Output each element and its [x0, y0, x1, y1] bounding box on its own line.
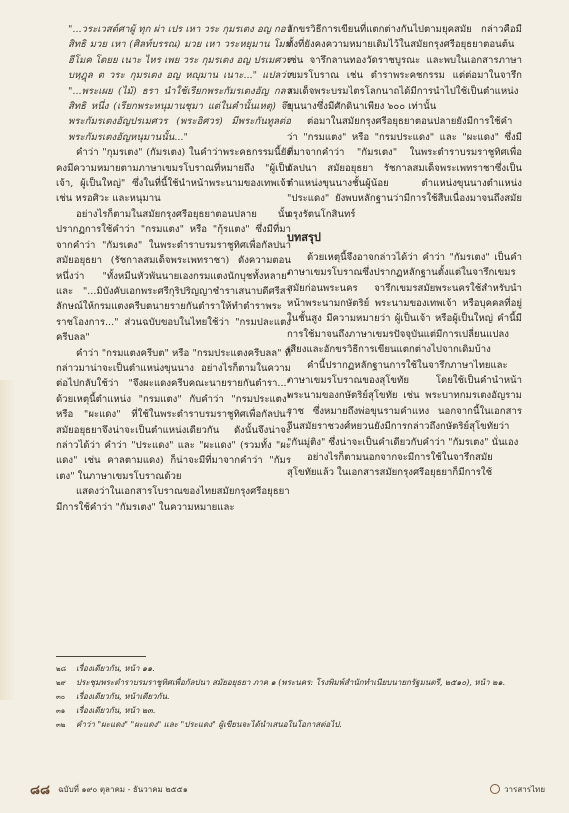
left-column — [56, 22, 291, 637]
section-heading: บทสรุป — [287, 231, 321, 245]
publisher-logo-icon — [490, 784, 500, 794]
footnote — [56, 676, 516, 690]
footnote — [56, 704, 516, 718]
page-footer — [30, 780, 545, 798]
body-paragraph: ต่อมาในสมัยกรุงศรีอยุธยาตอนปลายยังมีการใช้คำว่า "กรมแตง" หรือ "กรมประแดง" และ "ผะแดง" ซึ่งมีที่มาจากคำว่า "กัมรเตง" ในพระตำราบรมราชูทิศเพื่อกัลปนา สมัยอยุธยา รัชกาลสมเด็จพระเพทราชาซึ่งเป็นตำแหน่งขุนนางชั้นผู้น้อย ตำแหน่งขุนนางตำแหน่ง "ประแดง" ยังพบหลักฐานว่ามีการใช้สืบเนื่องมาจนถึงสมัยกรุงรัตนโกสินทร์ — [287, 116, 522, 220]
footnote — [56, 662, 516, 676]
footnote-text: คำว่า "ผะแดง" "ผะแดง" และ "ประแดง" ผู้เขียนจะได้นำเสนอในโอกาสต่อไป. — [76, 720, 342, 729]
body-paragraph: คำนี้ปรากฏหลักฐานการใช้ในจารึกภาษาไทยและภาษาเขมรโบราณของสุโขทัย โดยใช้เป็นคำนำหน้าพระนามของกษัตริย์สุโขทัย เช่น พระบาทกมรเตงอัญรามราช ซึ่งหมายถึงพ่อขุนรามคำแหง นอกจากนี้ในเอกสารจีนสมัยราชวงศ์หยวนยังมีการกล่าวถึงกษัตริย์สุโขทัยว่า "กันมู่ติง" ซึ่งน่าจะเป็นคำเดียวกับคำว่า "กัมรเตง" นั่นเอง — [287, 359, 522, 448]
footnote-number: ๓๒ — [56, 721, 66, 729]
body-paragraph: อักขรวิธีการเขียนที่แตกต่างกันไปตามยุคสมัย กล่าวคือมีทั้งที่ยังคงความหมายเดิมไว้ในสมัยกรุงศรีอยุธยาตอนต้น เช่น จารึกลานทองวัดราชบูรณะ และพบในเอกสารภาษาเขมรโบราณ เช่น ตำราพระคชกรรม แต่ต่อมาในจารึกสมเด็จพระบรมไตรโลกนาถได้มีการนำไปใช้เป็นตำแหน่งขุนนางซึ่งมีศักดินาเพียง ๖๐๐ เท่านั้น — [287, 24, 522, 113]
quote-paragraph: "...วระเวสต์ศาผู้ ทุก ผ่า เปร เหา วระ กุมรเตง อญ กอา สิทธิ มวย เหา (ศิลท์บรรณ) มวย เหา วระหยุมาน โมท ฮีโมค โดยย เนาะ ไหร เพย วระ กุมรเตง อญ ปรเมศวร บหฺฎุล ต วระ กุมรเตง อญ หญุมาน เนาะ..." แปลว่า "...พระเผย (ไม้) ธรา นำใช้เรียกพระกัมรเตงอัญ กลาสิทธิ หนึ่ง (เรียกพระหนุมานชุมา แต่ในคำนั้นเหตุ) จึงพระกัมรเตงอัญปรเมศวร (พระอิศวร) มีพระกันทูลต่อพระกัมรเตงอัญหนุมานนั้น..." — [68, 24, 291, 143]
footnote-text: เรื่องเดียวกัน, หน้าเดียวกัน. — [76, 692, 170, 701]
footnote — [56, 690, 516, 704]
publisher-logo — [490, 783, 545, 796]
margin-decoration — [0, 380, 16, 700]
footnote-text: เรื่องเดียวกัน, หน้า ๑๑. — [76, 664, 155, 673]
footnote-number: ๒๘ — [56, 665, 67, 673]
body-paragraph: แสดงว่าในเอกสารโบราณของไทยสมัยกรุงศรีอยุธยามีการใช้คำว่า "กัมรเตง" ในความหมายและ — [56, 486, 290, 513]
footnote-number: ๓๑ — [56, 707, 66, 715]
footnote-number: ๓๐ — [56, 693, 66, 701]
footnote-text: ประชุมพระตำราบรมราชูทิศเพื่อกัลปนา สมัยอยุธยา ภาค ๑ (พระนคร: โรงพิมพ์สำนักทำเนียบนายกรัฐมนตรี, ๒๕๑๐), หน้า ๒๑. — [76, 678, 506, 687]
footnote-number: ๒๙ — [56, 679, 66, 687]
issue-info: ฉบับที่ ๑๙๐ ตุลาคม - ธันวาคม ๒๕๕๑ — [58, 784, 188, 794]
footnotes — [56, 662, 516, 732]
body-paragraph: อย่างไรก็ตามในสมัยกรุงศรีอยุธยาตอนปลาย นั้นปรากฏการใช้คำว่า "กรมแตง" หรือ "กุ้รแตง" ซึ่งมีที่มาจากคำว่า "กัมรเตง" ในพระตำราบรมราชูทิศเพื่อกัลปนา สมัยอยุธยา (รัชกาลสมเด็จพระเพทราชา) ดังความตอนหนึ่งว่า "ทั้งหมีนหัวพันนายเองกรมแตงนักบุชทั้งหลาย" และ "...มิบังคับเอกพระศรีกุริปริญญาชำราเสนาบดีศรีสาลักษณ์ให้กรมแตงครีบตนายรายกันตำราให้ทำตำราพระราชโองการ..." ส่วนฉบับขอบในไทยใช้ว่า "กรมปละแตงครีบลล" — [56, 208, 291, 344]
right-column — [287, 22, 522, 712]
footnote — [56, 718, 516, 732]
body-paragraph: คำว่า "กรมแตงครีบต" หรือ "กรมประแตงครีบลล" ที่กล่าวมาน่าจะเป็นตำแหน่งขุนนาง อย่างไรก็ตามในความต่อไปกลับใช้ว่า "จึงผะแดงครีบคณะนายรายกันตำรา..." ด้วยเหตุนี้ตำแหน่ง "กรมแตง" กับคำว่า "กรมประแตง" หรือ "ผะแดง" ที่ใช้ในพระตำราบรมราชูทิศเพื่อกัลปนา สมัยอยุธยาจึงน่าจะเป็นตำแหน่งเดียวกัน ดังนั้นจึงน่าจะกล่าวได้ว่า คำว่า "ประแดง" และ "ผะแดง" (รวมทั้ง "ผะแดง" เช่น คาลตามแดง) ก็น่าจะมีที่มาจากคำว่า "กัมรเตง" ในภาษาเขมรโบราณด้วย — [56, 347, 291, 482]
footnote-text: เรื่องเดียวกัน, หน้า ๒๓. — [76, 706, 156, 715]
body-paragraph: ด้วยเหตุนี้จึงอาจกล่าวได้ว่า คำว่า "กัมรเตง" เป็นคำภาษาเขมรโบราณซึ่งปรากฏหลักฐานตั้งแต่ในจารึกเขมรสมัยก่อนพระนคร จารึกเขมรสมัยพระนครใช้สำหรับนำหน้าพระนามกษัตริย์ พระนามของเทพเจ้า หรือบุคคลที่อยู่ในชั้นสูง มีความหมายว่า ผู้เป็นเจ้า หรือผู้เป็นใหญ่ คำนี้มีการใช้มาจนถึงภาษาเขมรปัจจุบันแต่มีการเปลี่ยนแปลงเสียงและอักขรวิธีการเขียนแตกต่างไปจากเดิมบ้าง — [287, 251, 522, 356]
publisher-name: วารสารไทย — [504, 784, 545, 794]
body-paragraph: คำว่า "กุมรเตง" (กัมรเตง) ในคำว่าพระคธกรรมนี้ยังคงมีความหมายตามภาษาเขมรโบราณที่หมายถึง "ผู้เป็นเจ้า, ผู้เป็นใหญ่" ซึ่งในที่นี้ใช้นำหน้าพระนามของเทพเจ้าเช่น หรอศิวะ และหนุมาน — [56, 147, 291, 205]
body-paragraph: อย่างไรก็ตามนอกจากจะมีการใช้ในจารึกสมัยสุโขทัยแล้ว ในเอกสารสมัยกรุงศรีอยุธยาก็มีการใช้ — [287, 451, 493, 479]
page-number: ๘๘ — [30, 782, 51, 798]
footnote-divider — [56, 656, 146, 657]
